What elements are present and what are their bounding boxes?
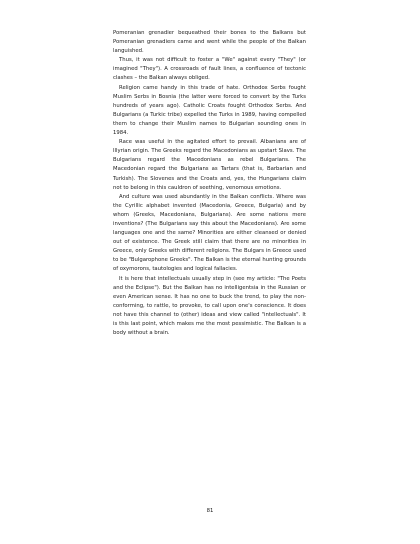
paragraph-6: It is here that intellectuals usually step in (see my article: "The Poets and the Eclipse"). But the Balkan has no intelligentsia in the Russian or even American sense. It has no one to buck the trend, to play the non-conforming, to rattle, to provoke, to call upon one's conscience. It does not have this channel to (other) ideas and view called "intellectuals". It is this last point, which makes me the most pessimistic. The Balkan is a body without a brain. [113, 275, 306, 337]
paragraph-1: Pomeranian grenadier bequeathed their bones to the Balkans but Pomeranian grenadiers came and went while the people of the Balkan languished. [113, 30, 306, 55]
page-number: 81 [206, 508, 214, 514]
paragraph-2: Thus, it was not difficult to foster a "We" against every "They" (or imagined "They"). A crossroads of fault lines, a confluence of tectonic clashes – the Balkan always obliged. [113, 57, 306, 82]
paragraph-4: Race was useful in the agitated effort to prevail. Albanians are of Illyrian origin. The Greeks regard the Macedonians as upstart Slavs. The Bulgarians regard the Macedonians as rebel Bulgarians. The Macedonian regard the Bulgarians as Tartars (that is, Barbarian and Turkish). The Slovenes and the Croats and, yes, the Hungarians claim not to belong in this cauldron of seething, venomous emotions. [113, 139, 306, 191]
body-text [113, 29, 306, 338]
paragraph-5: And culture was used abundantly in the Balkan conflicts. Where was the Cyrillic alphabet invented (Macedonia, Greece, Bulgaria) and by whom (Greeks, Macedonians, Bulgarians). Are some nations mere inventions? (The Bulgarians say this about the Macedonians). Are some languages one and the same? Minorities are either cleansed or denied out of existence. The Greek still claim that there are no minorities in Greece, only Greeks with different religions. The Bulgars in Greece used to be "Bulgarophone Greeks". The Balkan is the eternal hunting grounds of oxymorons, tautologies and logical fallacies. [113, 193, 306, 273]
paragraph-3: Religion came handy in this trade of hate. Orthodox Serbs fought Muslim Serbs in Bosnia (the latter were forced to convert by the Turks hundreds of years ago). Catholic Croats fought Orthodox Serbs. And Bulgarians (a Turkic tribe) expelled the Turks in 1989, having compelled them to change their Muslim names to Bulgarian sounding ones in 1984. [113, 84, 306, 137]
